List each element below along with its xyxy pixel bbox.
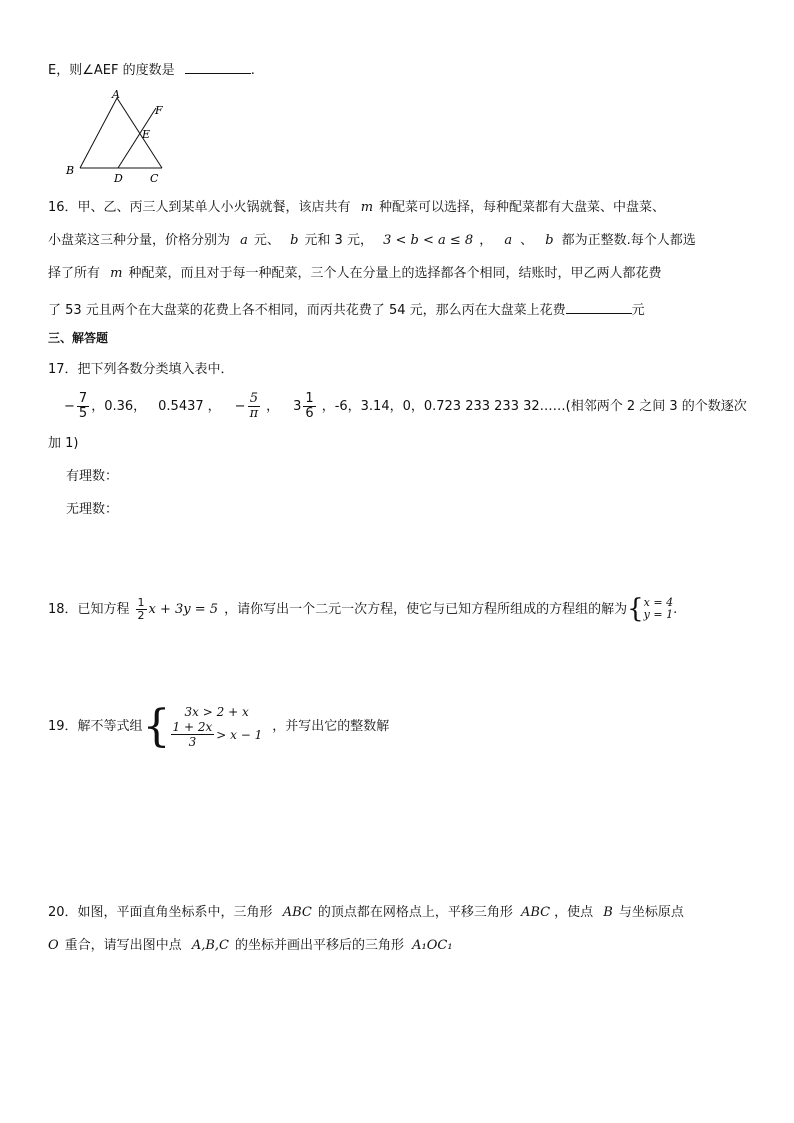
q16-text-1b: 种配菜可以选择，每种配菜都有大盘菜、中盘菜、 xyxy=(379,200,666,215)
q20-point-o: O xyxy=(48,938,59,953)
q20-text-2b: 的坐标并画出平移后的三角形 xyxy=(234,938,404,953)
q18-equation: x + 3y = 5 xyxy=(148,601,219,617)
q18-fraction xyxy=(136,597,147,622)
q17-text-2: ，-6，3.14，0，0.723 233 233 32……(相邻两个 2 之间 3 的个数逐次 xyxy=(321,398,747,414)
q20-translated-triangle: A₁OC₁ xyxy=(412,938,453,953)
q18-frac-den: 2 xyxy=(137,608,145,622)
comma-2: ， xyxy=(266,398,280,414)
irrational-label: 无理数： xyxy=(66,502,119,517)
q16-text-4b: 元 xyxy=(631,303,645,318)
q20-line-2 xyxy=(48,939,453,952)
q16-line-2 xyxy=(48,234,696,247)
q15-answer-blank[interactable] xyxy=(185,60,251,74)
frac2-num: 5 xyxy=(249,391,258,406)
q20-text-2a: 重合，请写出图中点 xyxy=(64,938,182,953)
q18-period: . xyxy=(673,601,678,617)
comma-1: ， xyxy=(207,398,221,414)
q20-text-1a: 20．如图，平面直角坐标系中，三角形 xyxy=(48,905,273,920)
q16-line-3 xyxy=(48,267,662,280)
frac3-den: 6 xyxy=(305,406,314,421)
q17-head: 17．把下列各数分类填入表中． xyxy=(48,362,234,377)
q18-frac-num: 1 xyxy=(137,595,145,609)
q16-inequality: 3 < b < a ≤ 8 xyxy=(383,233,474,248)
q19-system xyxy=(171,704,263,749)
q16-text-2d: ， xyxy=(479,233,493,248)
q17-text-1: ，0.36， xyxy=(91,398,147,414)
q17-fraction-1 xyxy=(77,392,89,421)
label-F: F xyxy=(155,104,163,117)
q16-var-b: b xyxy=(290,233,299,248)
q19-line xyxy=(48,700,390,752)
q20-abc-1: ABC xyxy=(282,905,312,920)
label-E: E xyxy=(142,128,151,141)
q16-answer-blank[interactable] xyxy=(566,300,632,314)
q18-mid-text: ，请你写出一个二元一次方程，使它与已知方程所组成的方程组的解为 xyxy=(224,601,628,617)
q16-text-4a: 了 53 元且两个在大盘菜的花费上各不相同，而丙共花费了 54 元，那么丙在大盘菜上花费 xyxy=(48,303,566,318)
q17-fraction-2 xyxy=(248,392,261,421)
q16-var-m: m xyxy=(360,200,374,215)
q16-text-2c: 元和 3 元， xyxy=(304,233,373,248)
q20-text-1b: 的顶点都在网格点上，平移三角形 xyxy=(317,905,513,920)
q17-repeating-decimal: 0.5437 xyxy=(158,398,204,414)
q18-brace: { xyxy=(627,594,644,624)
q20-abc-2: ABC xyxy=(520,905,551,920)
q16-text-2f: 都为正整数.每个人都选 xyxy=(561,233,696,248)
q17-fraction-3 xyxy=(303,392,315,421)
q18-solution-x: x = 4 xyxy=(643,596,674,609)
q19-suffix: ，并写出它的整数解 xyxy=(272,719,390,734)
q18-prefix: 18．已知方程 xyxy=(48,601,130,617)
rational-label: 有理数： xyxy=(66,469,119,484)
q19-ineq-1: 3x > 2 + x xyxy=(184,705,249,719)
q16-text-3b: 种配菜，而且对于每一种配菜，三个人在分量上的选择都各个相同，结账时，甲乙两人都花费 xyxy=(128,266,662,281)
q16-text-2e: 、 xyxy=(520,233,534,248)
q19-brace: { xyxy=(142,700,171,752)
label-A: A xyxy=(112,88,120,101)
q16-var-a-2: a xyxy=(504,233,513,248)
frac2-den: π xyxy=(249,406,259,421)
frac1-den: 5 xyxy=(78,406,88,421)
q17-text-3: 加 1) xyxy=(48,436,79,451)
q15-prefix: E，则∠AEF 的度数是 xyxy=(48,63,175,78)
q16-var-m-2: m xyxy=(110,266,123,281)
q20-point-b: B xyxy=(603,905,613,920)
q16-text-2a: 小盘菜这三种分量，价格分别为 xyxy=(48,233,231,248)
q18-line xyxy=(48,596,677,622)
q16-line-4 xyxy=(48,300,645,317)
frac3-num: 1 xyxy=(305,391,314,406)
minus-sign-2: − xyxy=(234,398,246,414)
q15-suffix: . xyxy=(250,63,255,78)
q16-var-a: a xyxy=(240,233,248,248)
q20-points: A,B,C xyxy=(191,938,229,953)
q19-frac-num: 1 + 2x xyxy=(172,720,213,734)
q20-text-1c: ，使点 xyxy=(554,905,594,920)
q16-line-1 xyxy=(48,201,665,214)
q18-solution xyxy=(644,597,673,621)
q15-figure xyxy=(60,86,180,186)
q20-line-1 xyxy=(48,906,684,919)
section-title: 三、解答题 xyxy=(48,331,109,345)
mixed-int: 3 xyxy=(293,398,302,414)
q16-text-2b: 元、 xyxy=(253,233,280,248)
q16-text-1: 16．甲、乙、丙三人到某单人小火锅就餐，该店共有 xyxy=(48,200,351,215)
q18-solution-y: y = 1 xyxy=(643,608,674,621)
q19-ineq-2-rest: > x − 1 xyxy=(216,727,263,742)
label-D: D xyxy=(114,172,123,185)
q15-text xyxy=(48,60,255,77)
q17-numbers-line xyxy=(64,392,747,421)
q19-ineq-2 xyxy=(171,720,263,749)
label-C: C xyxy=(150,172,159,185)
q19-fraction xyxy=(171,720,215,749)
q19-prefix: 19．解不等式组 xyxy=(48,719,143,734)
q20-text-1d: 与坐标原点 xyxy=(618,905,684,920)
q16-text-3a: 择了所有 xyxy=(48,266,101,281)
minus-sign: − xyxy=(64,398,75,414)
frac1-num: 7 xyxy=(78,391,88,406)
q19-frac-den: 3 xyxy=(188,735,197,749)
q16-var-b-2: b xyxy=(545,233,554,248)
label-B: B xyxy=(66,164,75,177)
